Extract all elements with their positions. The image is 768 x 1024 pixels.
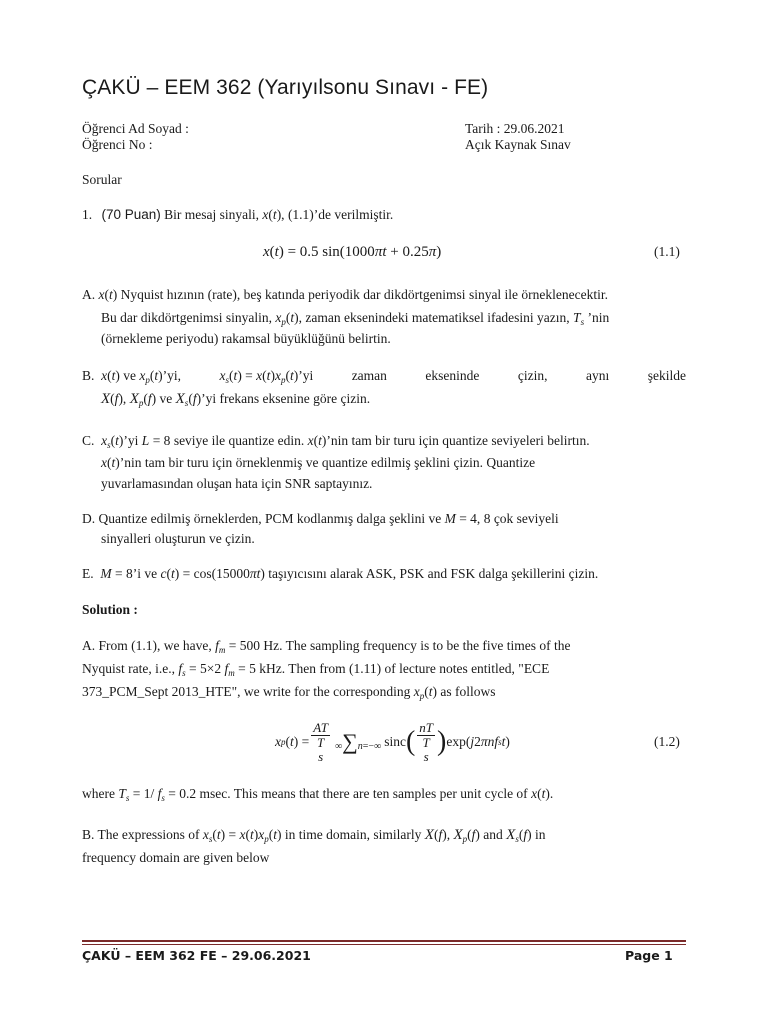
equation-1-2-number: (1.2) xyxy=(654,734,680,749)
page-title: ÇAKÜ – EEM 362 (Yarıyılsonu Sınavı - FE) xyxy=(82,76,489,99)
question-a-line-3: (örnekleme periyodu) rakamsal büyüklüğünü belirtin. xyxy=(101,331,391,346)
equation-1-1-number: (1.1) xyxy=(654,244,680,259)
question-c-line-3: yuvarlamasından oluşan hata için SNR saptayınız. xyxy=(101,476,373,491)
question-c-line-2: x(t)’nin tam bir turu için örneklenmiş ve quantize edilmiş şeklini çizin. Quantize xyxy=(101,455,536,470)
question-points: (70 Puan) xyxy=(101,207,161,222)
question-a-line-1: A. x(t) Nyquist hızının (rate), beş katında periyodik dar dikdörtgenimsi sinyal ile örneklenecektir. xyxy=(82,287,609,302)
question-a-text: Nyquist hızının (rate), beş katında periyodik dar dikdörtgenimsi sinyal ile örneklenecektir. xyxy=(120,287,609,302)
student-no-label: Öğrenci No : xyxy=(82,137,153,152)
question-b-line-1: B. x(t) ve $x_p(t)’yi$, $x_s(t)$ = $x(t)x_p(t)’yi$ zaman ekseninde çizin, aynı şekilde xyxy=(82,368,686,385)
footer-rule xyxy=(82,940,686,942)
footer-rule-thin xyxy=(82,944,686,945)
solution-a-line-1: A. From (1.1), we have, $f_m = 500$ Hz. The sampling frequency is to be the five times of the xyxy=(82,638,571,655)
solution-b-line-2: frequency domain are given below xyxy=(82,850,270,865)
question-d-line-1: D. Quantize edilmiş örneklerden, PCM kodlanmış dalga şeklini ve M = 4, 8 çok seviyeli xyxy=(82,511,559,526)
solution-a-line-3: 373_PCM_Sept 2013_HTE", we write for the corresponding $x_p(t)$ as follows xyxy=(82,684,496,701)
question-a-line-2: Bu dar dikdörtgenimsi sinyalin, $x_p(t)$, zaman eksenindeki matematiksel ifadesini yazın, $T_s$ ’nin xyxy=(101,310,610,327)
question-1-intro: 1. (70 Puan) Bir mesaj sinyali, x(t), (1.1)’de verilmiştir. xyxy=(82,207,394,222)
question-1-text: Bir mesaj sinyali, xyxy=(164,207,260,222)
student-name-label: Öğrenci Ad Soyad : xyxy=(82,121,189,136)
exam-type: Açık Kaynak Sınav xyxy=(465,137,571,152)
footer-left-text: ÇAKÜ – EEM 362 FE – 29.06.2021 xyxy=(82,948,311,963)
section-heading-sorular: Sorular xyxy=(82,172,122,187)
question-b-line-2: X(f), $X_p(f)$ ve $X_s(f)’yi$ frekans eksenine göre çizin. xyxy=(101,391,371,408)
question-e: E. M = 8’i ve c(t) = cos(15000πt) taşıyıcısını alarak ASK, PSK and FSK dalga şekillerini çizin. xyxy=(82,566,599,581)
solution-a-line-2: Nyquist rate, i.e., $f_s = 5\times 2$ $f_m = 5$ kHz. Then from (1.11) of lecture notes entitled, "ECE xyxy=(82,661,550,678)
exam-date: Tarih : 29.06.2021 xyxy=(465,121,565,136)
equation-1-1: x(t) = 0.5 sin(1000πt + 0.25π) xyxy=(263,244,442,260)
solution-heading: Solution : xyxy=(82,602,138,617)
question-1-text-end: (1.1)’de verilmiştir. xyxy=(287,207,394,222)
solution-b-line-1: B. The expressions of $x_s(t) = x(t)x_p(t)$ in time domain, similarly X(f), $X_p(f)$ and $X_s(f)$ in xyxy=(82,827,546,844)
question-c-line-1: C. $x_s(t)’yi$ L = 8 seviye ile quantize edin. x(t)’nin tam bir turu için quantize seviyeleri belirtın. xyxy=(82,433,590,450)
question-d-line-2: sinyalleri oluşturun ve çizin. xyxy=(101,531,255,546)
equation-1-2: x p ( t ) = AT T s ∞∑n=−∞ sinc ( nT T s ) exp( j 2 πnf s t ) xyxy=(275,719,510,764)
page-number: Page 1 xyxy=(625,948,673,963)
question-number: 1. xyxy=(82,207,93,222)
solution-where-line: where $T_s = 1/$ $f_s = 0.2$ msec. This means that there are ten samples per unit cycle of x(t). xyxy=(82,786,554,803)
